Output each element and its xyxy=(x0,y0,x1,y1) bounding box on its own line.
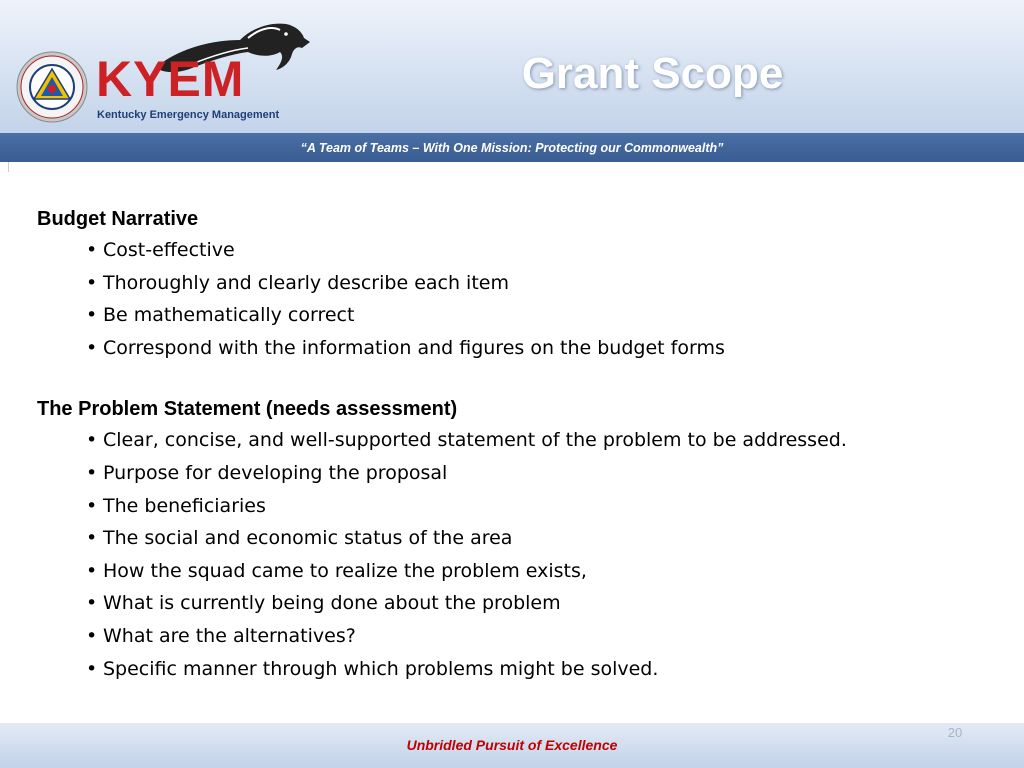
divider xyxy=(8,162,9,172)
list-item: • The beneficiaries xyxy=(37,490,997,523)
bullet-list xyxy=(37,424,997,685)
bullet-icon: • xyxy=(86,239,98,261)
kyem-logo-subtitle: Kentucky Emergency Management xyxy=(97,109,280,121)
slide-header xyxy=(0,0,1024,133)
bullet-icon: • xyxy=(86,336,98,359)
bullet-icon: • xyxy=(86,429,98,452)
kyem-logo-text: KYEM xyxy=(96,51,245,107)
list-item: • How the squad came to realize the problem exists, xyxy=(37,555,997,588)
footer-tagline: Unbridled Pursuit of Excellence xyxy=(406,737,618,753)
slide-body xyxy=(37,204,997,685)
list-item: • The social and economic status of the area xyxy=(37,522,997,555)
list-item: • What is currently being done about the problem xyxy=(37,587,997,620)
list-item: • Cost-effective xyxy=(37,234,997,267)
bullet-icon: • xyxy=(86,624,98,647)
bullet-icon: • xyxy=(86,304,98,327)
bullet-icon: • xyxy=(86,461,98,484)
bullet-icon: • xyxy=(86,657,98,680)
section-heading: The Problem Statement (needs assessment) xyxy=(37,398,458,421)
page-number: 20 xyxy=(947,725,963,740)
section-heading: Budget Narrative xyxy=(37,208,199,230)
list-item: • Specific manner through which problems might be solved. xyxy=(37,653,997,686)
list-item: • Clear, concise, and well-supported statement of the problem to be addressed. xyxy=(37,424,997,457)
kyem-logo xyxy=(14,18,314,130)
list-item: • What are the alternatives? xyxy=(37,620,997,653)
list-item: • Purpose for developing the proposal xyxy=(37,457,997,490)
slide-title: Grant Scope xyxy=(521,49,784,98)
bullet-icon: • xyxy=(86,527,98,550)
motto-text: “A Team of Teams – With One Mission: Protecting our Commonwealth” xyxy=(300,140,724,155)
bullet-icon: • xyxy=(86,494,98,517)
list-item: • Be mathematically correct xyxy=(37,299,997,332)
bullet-list xyxy=(37,234,997,364)
kentucky-emergency-seal-icon xyxy=(16,51,88,123)
bullet-icon: • xyxy=(86,592,98,615)
list-item: • Correspond with the information and figures on the budget forms xyxy=(37,332,997,365)
section-spacer xyxy=(37,364,997,394)
motto-bar xyxy=(0,133,1024,162)
bullet-icon: • xyxy=(86,559,98,582)
list-item: • Thoroughly and clearly describe each item xyxy=(37,267,997,300)
bullet-icon: • xyxy=(86,271,98,294)
